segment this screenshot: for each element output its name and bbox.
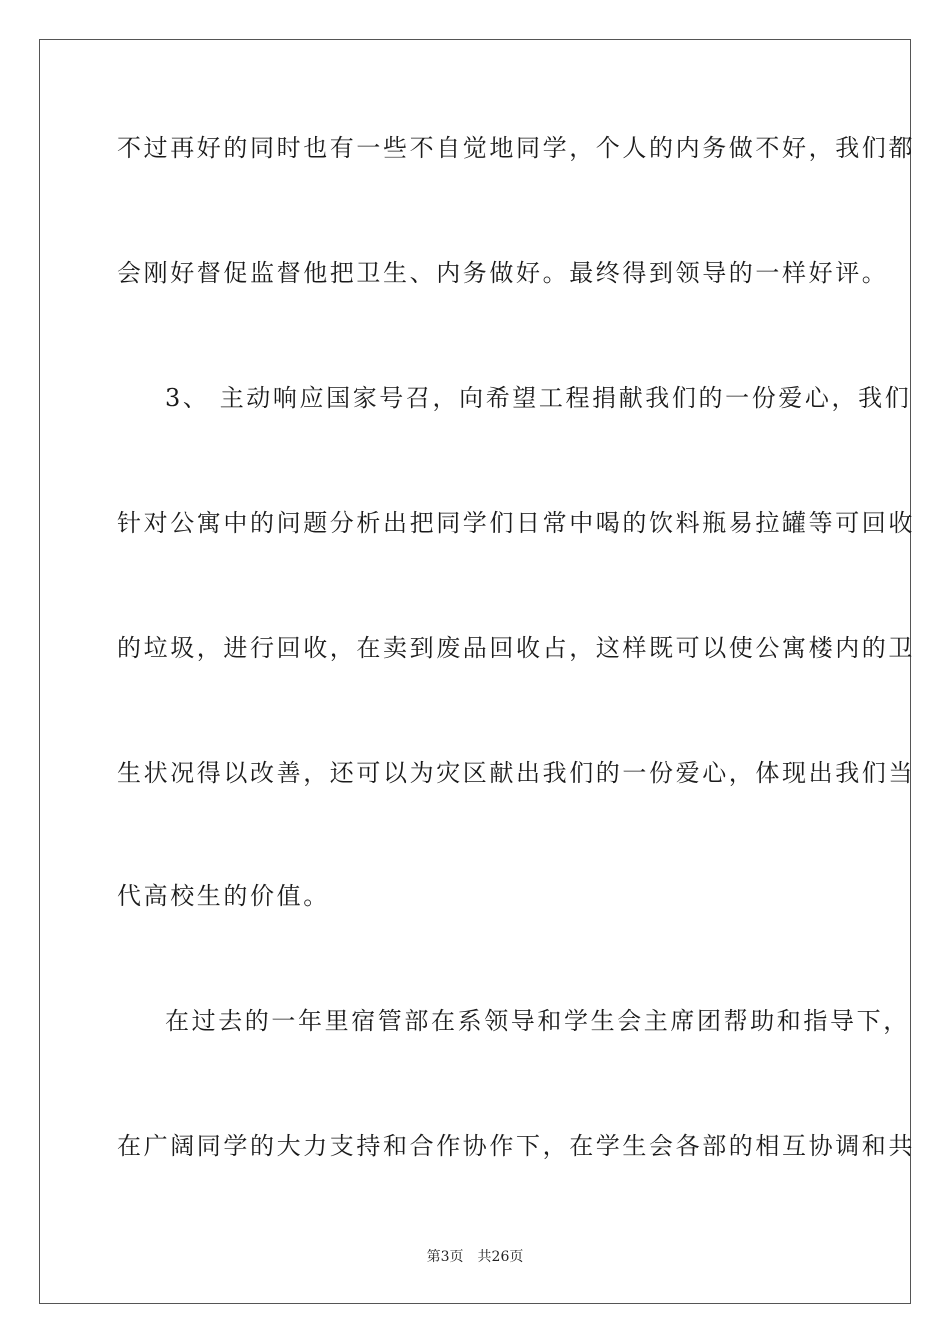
paragraph-line-9: 在广阔同学的大力支持和合作协作下，在学生会各部的相互协调和共	[117, 1132, 915, 1160]
paragraph-line-4: 针对公寓中的问题分析出把同学们日常中喝的饮料瓶易拉罐等可回收	[117, 509, 915, 537]
paragraph-line-2: 会刚好督促监督他把卫生、内务做好。最终得到领导的一样好评。	[117, 259, 889, 287]
total-pages: 共26页	[477, 1249, 524, 1265]
page-number: 第3页	[426, 1249, 464, 1265]
paragraph-line-8: 在过去的一年里宿管部在系领导和学生会主席团帮助和指导下，	[165, 1007, 910, 1035]
paragraph-line-6: 生状况得以改善，还可以为灾区献出我们的一份爱心，体现出我们当	[117, 759, 915, 787]
paragraph-line-7: 代高校生的价值。	[117, 882, 330, 910]
paragraph-line-1: 不过再好的同时也有一些不自觉地同学，个人的内务做不好，我们都	[117, 134, 915, 162]
paragraph-line-5: 的垃圾，进行回收，在卖到废品回收占，这样既可以使公寓楼内的卫	[117, 634, 915, 662]
page-footer	[0, 1248, 950, 1266]
page-frame	[39, 39, 915, 1304]
paragraph-line-3: 3、 主动响应国家号召，向希望工程捐献我们的一份爱心，我们	[165, 384, 912, 412]
